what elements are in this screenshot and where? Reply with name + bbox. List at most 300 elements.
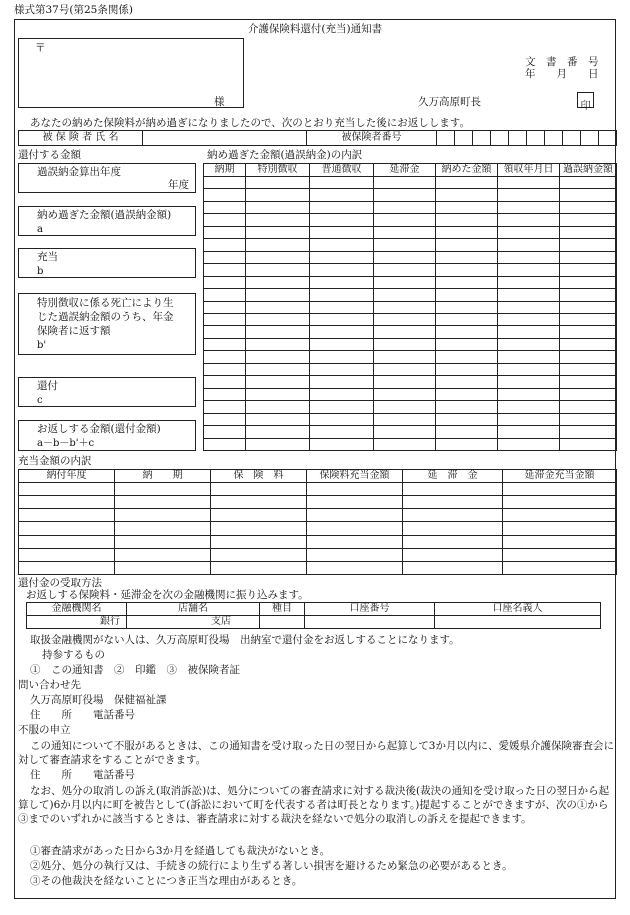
overpay-cell[interactable] bbox=[498, 426, 560, 438]
bank-header: 口座番号 bbox=[305, 603, 435, 616]
overpay-cell[interactable] bbox=[246, 276, 310, 288]
overpay-cell[interactable] bbox=[204, 338, 246, 350]
overpay-cell[interactable] bbox=[498, 338, 560, 350]
allocation-cell[interactable] bbox=[307, 509, 403, 522]
allocation-cell[interactable] bbox=[403, 522, 503, 535]
allocation-header: 延 滞 金 bbox=[403, 470, 503, 483]
overpay-cell[interactable] bbox=[246, 401, 310, 413]
no-bank-note: 取扱金融機関がない人は、久万高原町役場 出納室で還付金をお返しすることになります。 bbox=[30, 634, 460, 646]
overpay-cell[interactable] bbox=[204, 239, 246, 251]
allocation-cell[interactable] bbox=[403, 535, 503, 548]
overpay-cell[interactable] bbox=[310, 301, 374, 313]
overpay-cell[interactable] bbox=[204, 413, 246, 425]
overpay-row bbox=[204, 363, 617, 375]
overpay-cell[interactable] bbox=[436, 426, 498, 438]
insured-number-digit[interactable] bbox=[599, 131, 617, 146]
insured-number-digit[interactable] bbox=[509, 131, 527, 146]
overpay-cell[interactable] bbox=[246, 239, 310, 251]
refund-letter: c bbox=[37, 395, 43, 406]
allocation-cell[interactable] bbox=[19, 522, 115, 535]
overpay-row bbox=[204, 376, 617, 388]
overpay-cell[interactable] bbox=[498, 313, 560, 325]
allocation-row bbox=[19, 496, 617, 509]
overpay-cell[interactable] bbox=[204, 276, 246, 288]
bank-header-row bbox=[27, 603, 601, 616]
overpay-cell[interactable] bbox=[204, 289, 246, 301]
allocation-cell[interactable] bbox=[503, 561, 617, 574]
refund-box bbox=[18, 377, 196, 407]
overpay-cell[interactable] bbox=[374, 401, 436, 413]
allocation-cell[interactable] bbox=[19, 548, 115, 561]
overpay-cell[interactable] bbox=[204, 264, 246, 276]
allocation-cell[interactable] bbox=[115, 548, 211, 561]
inquiry-office: 久万高原町役場 保健福祉課 bbox=[30, 694, 167, 706]
overpay-cell[interactable] bbox=[310, 251, 374, 263]
overpay-cell[interactable] bbox=[246, 177, 310, 189]
overpay-cell[interactable] bbox=[374, 338, 436, 350]
overpay-cell[interactable] bbox=[560, 388, 617, 400]
overpay-table bbox=[203, 163, 617, 451]
overpay-cell[interactable] bbox=[560, 413, 617, 425]
allocation-box bbox=[18, 248, 196, 278]
overpay-row bbox=[204, 413, 617, 425]
overpay-cell[interactable] bbox=[204, 326, 246, 338]
overpay-cell[interactable] bbox=[310, 276, 374, 288]
overpay-cell[interactable] bbox=[498, 226, 560, 238]
overpay-cell[interactable] bbox=[204, 351, 246, 363]
overpay-cell[interactable] bbox=[246, 189, 310, 201]
overpay-cell[interactable] bbox=[374, 177, 436, 189]
overpay-cell[interactable] bbox=[436, 351, 498, 363]
overpaid-label: 納め過ぎた金額(過誤納金額) bbox=[37, 209, 172, 221]
overpay-cell[interactable] bbox=[310, 388, 374, 400]
inquiry-label: 問い合わせ先 bbox=[18, 679, 81, 691]
overpay-cell[interactable] bbox=[498, 177, 560, 189]
overpay-cell[interactable] bbox=[436, 226, 498, 238]
overpay-cell[interactable] bbox=[246, 289, 310, 301]
bank-header: 店舗名 bbox=[127, 603, 260, 616]
overpay-cell[interactable] bbox=[310, 264, 374, 276]
overpay-cell[interactable] bbox=[246, 264, 310, 276]
death-line-1: 特別徴収に係る死亡により生 bbox=[37, 297, 174, 309]
overpay-cell[interactable] bbox=[498, 363, 560, 375]
overpay-cell[interactable] bbox=[436, 438, 498, 450]
overpay-cell[interactable] bbox=[498, 388, 560, 400]
overpay-cell[interactable] bbox=[436, 376, 498, 388]
overpay-row bbox=[204, 276, 617, 288]
overpay-cell[interactable] bbox=[374, 226, 436, 238]
allocation-cell[interactable] bbox=[211, 496, 307, 509]
overpay-cell[interactable] bbox=[498, 264, 560, 276]
postal-mark: 〒 bbox=[35, 42, 46, 54]
appeal-text: この通知について不服があるときは、この通知書を受け取った日の翌日から起算して3か月以内に、愛媛県介護保険審査会に対して審査請求をすることができます。 bbox=[18, 740, 614, 766]
allocation-cell[interactable] bbox=[115, 535, 211, 548]
overpay-cell[interactable] bbox=[374, 413, 436, 425]
allocation-cell[interactable] bbox=[115, 483, 211, 496]
overpay-cell[interactable] bbox=[436, 338, 498, 350]
overpay-cell[interactable] bbox=[498, 326, 560, 338]
overpay-cell[interactable] bbox=[246, 226, 310, 238]
overpay-cell[interactable] bbox=[436, 251, 498, 263]
overpay-cell[interactable] bbox=[246, 338, 310, 350]
overpay-cell[interactable] bbox=[560, 189, 617, 201]
allocation-cell[interactable] bbox=[115, 496, 211, 509]
overpay-cell[interactable] bbox=[374, 376, 436, 388]
overpay-header: 普通徴収 bbox=[310, 164, 374, 177]
condition-item: ③その他裁決を経ないことにつき正当な理由があるとき。 bbox=[30, 875, 303, 887]
overpay-header: 延滞金 bbox=[374, 164, 436, 177]
overpay-cell[interactable] bbox=[436, 413, 498, 425]
overpay-cell[interactable] bbox=[374, 276, 436, 288]
receipt-intro: お返しする保険料・延滞金を次の金融機関に振り込みます。 bbox=[26, 589, 309, 601]
allocation-cell[interactable] bbox=[403, 561, 503, 574]
bank-header: 金融機関名 bbox=[27, 603, 127, 616]
overpay-cell[interactable] bbox=[560, 338, 617, 350]
overpay-cell[interactable] bbox=[498, 251, 560, 263]
overpay-cell[interactable] bbox=[498, 301, 560, 313]
overpay-cell[interactable] bbox=[246, 438, 310, 450]
overpay-cell[interactable] bbox=[560, 351, 617, 363]
overpay-row bbox=[204, 438, 617, 450]
allocation-cell[interactable] bbox=[19, 496, 115, 509]
form-id: 様式第37号(第25条関係) bbox=[14, 4, 133, 16]
overpay-cell[interactable] bbox=[246, 313, 310, 325]
overpay-cell[interactable] bbox=[204, 189, 246, 201]
branch-cell[interactable]: 支店 bbox=[127, 616, 260, 629]
overpay-cell[interactable] bbox=[560, 276, 617, 288]
allocation-cell[interactable] bbox=[503, 535, 617, 548]
overpay-cell[interactable] bbox=[560, 177, 617, 189]
overpay-cell[interactable] bbox=[560, 376, 617, 388]
overpay-cell[interactable] bbox=[374, 214, 436, 226]
overpay-cell[interactable] bbox=[436, 276, 498, 288]
overpay-cell[interactable] bbox=[310, 438, 374, 450]
overpay-cell[interactable] bbox=[436, 326, 498, 338]
overpay-cell[interactable] bbox=[374, 438, 436, 450]
overpay-cell[interactable] bbox=[204, 177, 246, 189]
bank-header: 口座名義人 bbox=[435, 603, 601, 616]
allocation-header: 保 険 料 bbox=[211, 470, 307, 483]
overpay-cell[interactable] bbox=[436, 201, 498, 213]
overpay-cell[interactable] bbox=[498, 189, 560, 201]
overpay-cell[interactable] bbox=[498, 214, 560, 226]
overpay-cell[interactable] bbox=[204, 251, 246, 263]
overpay-cell[interactable] bbox=[374, 251, 436, 263]
inquiry-address: 住 所 電話番号 bbox=[30, 709, 135, 721]
overpay-row bbox=[204, 313, 617, 325]
overpay-cell[interactable] bbox=[310, 351, 374, 363]
allocation-cell[interactable] bbox=[403, 548, 503, 561]
insured-number-label: 被保険者番号 bbox=[307, 131, 437, 146]
allocation-row bbox=[19, 509, 617, 522]
overpay-cell[interactable] bbox=[560, 313, 617, 325]
overpay-cell[interactable] bbox=[204, 401, 246, 413]
insured-number-digit[interactable] bbox=[563, 131, 581, 146]
allocation-header: 納付年度 bbox=[19, 470, 115, 483]
bring-label: 持参するもの bbox=[42, 649, 105, 661]
overpay-cell[interactable] bbox=[310, 426, 374, 438]
allocation-header: 保険料充当金額 bbox=[307, 470, 403, 483]
bring-items: ① この通知書 ② 印鑑 ③ 被保険者証 bbox=[30, 664, 240, 676]
allocation-cell[interactable] bbox=[115, 561, 211, 574]
allocation-cell[interactable] bbox=[211, 509, 307, 522]
overpay-row bbox=[204, 426, 617, 438]
overpay-cell[interactable] bbox=[310, 201, 374, 213]
overpay-cell[interactable] bbox=[204, 426, 246, 438]
overpay-cell[interactable] bbox=[374, 239, 436, 251]
bank-table bbox=[26, 602, 601, 629]
overpay-cell[interactable] bbox=[560, 363, 617, 375]
overpay-cell[interactable] bbox=[246, 251, 310, 263]
overpay-section-label: 納め過ぎた金額(過誤納金)の内訳 bbox=[207, 149, 363, 161]
death-line-2: じた過誤納金額のうち、年金 bbox=[37, 311, 174, 323]
overpay-cell[interactable] bbox=[436, 313, 498, 325]
allocation-cell[interactable] bbox=[503, 522, 617, 535]
allocation-cell[interactable] bbox=[19, 561, 115, 574]
overpay-cell[interactable] bbox=[560, 226, 617, 238]
return-box bbox=[18, 420, 196, 451]
overpay-header: 領収年月日 bbox=[498, 164, 560, 177]
insured-number-digit[interactable] bbox=[473, 131, 491, 146]
overpay-cell[interactable] bbox=[310, 338, 374, 350]
overpay-cell[interactable] bbox=[498, 239, 560, 251]
overpay-cell[interactable] bbox=[204, 214, 246, 226]
seal-box bbox=[577, 92, 594, 112]
allocation-header-row bbox=[19, 470, 617, 483]
allocation-cell[interactable] bbox=[503, 509, 617, 522]
overpay-cell[interactable] bbox=[374, 363, 436, 375]
allocation-cell[interactable] bbox=[307, 522, 403, 535]
allocation-cell[interactable] bbox=[503, 496, 617, 509]
insured-name-label: 被 保 険 者 氏 名 bbox=[19, 131, 143, 146]
allocation-cell[interactable] bbox=[211, 535, 307, 548]
overpay-cell[interactable] bbox=[374, 189, 436, 201]
overpay-cell[interactable] bbox=[310, 363, 374, 375]
overpay-cell[interactable] bbox=[204, 226, 246, 238]
death-line-3: 保険者に返す額 bbox=[37, 325, 111, 337]
overpay-cell[interactable] bbox=[374, 289, 436, 301]
insured-name-cell[interactable] bbox=[143, 131, 307, 146]
allocation-cell[interactable] bbox=[211, 522, 307, 535]
overpay-cell[interactable] bbox=[246, 326, 310, 338]
overpaid-box bbox=[18, 206, 196, 236]
date-label: 年 月 日 bbox=[525, 68, 599, 80]
account-holder-cell[interactable] bbox=[435, 616, 601, 629]
overpay-cell[interactable] bbox=[436, 177, 498, 189]
overpay-cell[interactable] bbox=[374, 326, 436, 338]
overpay-row bbox=[204, 401, 617, 413]
overpay-cell[interactable] bbox=[498, 201, 560, 213]
allocation-cell[interactable] bbox=[403, 509, 503, 522]
overpay-cell[interactable] bbox=[246, 351, 310, 363]
overpay-header: 納期 bbox=[204, 164, 246, 177]
overpay-cell[interactable] bbox=[560, 401, 617, 413]
overpay-cell[interactable] bbox=[310, 189, 374, 201]
overpay-cell[interactable] bbox=[310, 226, 374, 238]
overpay-cell[interactable] bbox=[436, 401, 498, 413]
overpay-cell[interactable] bbox=[246, 388, 310, 400]
bank-header: 種目 bbox=[260, 603, 305, 616]
allocation-cell[interactable] bbox=[503, 548, 617, 561]
overpay-cell[interactable] bbox=[246, 376, 310, 388]
allocation-cell[interactable] bbox=[115, 522, 211, 535]
insured-number-digit[interactable] bbox=[545, 131, 563, 146]
overpay-cell[interactable] bbox=[204, 376, 246, 388]
return-label: お返しする金額(還付金額) bbox=[37, 423, 161, 435]
receipt-section-label: 還付金の受取方法 bbox=[18, 577, 102, 589]
overpay-row bbox=[204, 189, 617, 201]
overpay-cell[interactable] bbox=[310, 413, 374, 425]
overpay-cell[interactable] bbox=[246, 426, 310, 438]
overpay-cell[interactable] bbox=[498, 401, 560, 413]
overpay-cell[interactable] bbox=[310, 239, 374, 251]
overpay-cell[interactable] bbox=[246, 363, 310, 375]
overpay-cell[interactable] bbox=[310, 313, 374, 325]
overpay-cell[interactable] bbox=[310, 326, 374, 338]
allocation-row bbox=[19, 548, 617, 561]
overpay-cell[interactable] bbox=[436, 388, 498, 400]
overpay-row bbox=[204, 301, 617, 313]
allocation-row bbox=[19, 522, 617, 535]
type-cell[interactable] bbox=[260, 616, 305, 629]
overpay-cell[interactable] bbox=[436, 289, 498, 301]
overpay-cell[interactable] bbox=[436, 264, 498, 276]
overpay-cell[interactable] bbox=[374, 301, 436, 313]
overpay-row bbox=[204, 351, 617, 363]
overpay-cell[interactable] bbox=[436, 363, 498, 375]
overpay-cell[interactable] bbox=[310, 289, 374, 301]
allocation-letter: b bbox=[37, 266, 44, 277]
allocation-cell[interactable] bbox=[211, 548, 307, 561]
overpay-cell[interactable] bbox=[374, 388, 436, 400]
overpay-header: 特別徴収 bbox=[246, 164, 310, 177]
overpay-cell[interactable] bbox=[204, 363, 246, 375]
overpay-cell[interactable] bbox=[560, 264, 617, 276]
allocation-header: 納 期 bbox=[115, 470, 211, 483]
overpay-row bbox=[204, 289, 617, 301]
overpay-cell[interactable] bbox=[498, 276, 560, 288]
allocation-cell[interactable] bbox=[403, 483, 503, 496]
overpay-cell[interactable] bbox=[374, 313, 436, 325]
overpay-cell[interactable] bbox=[204, 438, 246, 450]
overpay-cell[interactable] bbox=[560, 239, 617, 251]
overpay-cell[interactable] bbox=[310, 401, 374, 413]
overpay-cell[interactable] bbox=[374, 264, 436, 276]
allocation-cell[interactable] bbox=[19, 509, 115, 522]
overpay-cell[interactable] bbox=[374, 351, 436, 363]
allocation-row bbox=[19, 535, 617, 548]
bank-name-cell[interactable]: 銀行 bbox=[27, 616, 127, 629]
allocation-cell[interactable] bbox=[307, 535, 403, 548]
allocation-cell[interactable] bbox=[115, 509, 211, 522]
overpay-cell[interactable] bbox=[498, 376, 560, 388]
overpay-cell[interactable] bbox=[560, 326, 617, 338]
overpay-row bbox=[204, 214, 617, 226]
allocation-cell[interactable] bbox=[307, 561, 403, 574]
overpay-cell[interactable] bbox=[204, 201, 246, 213]
allocation-row bbox=[19, 561, 617, 574]
year-box bbox=[18, 163, 196, 193]
overpay-cell[interactable] bbox=[560, 438, 617, 450]
overpay-cell[interactable] bbox=[560, 289, 617, 301]
overpay-cell[interactable] bbox=[436, 214, 498, 226]
overpay-row bbox=[204, 338, 617, 350]
overpay-cell[interactable] bbox=[560, 251, 617, 263]
overpay-cell[interactable] bbox=[246, 413, 310, 425]
allocation-cell[interactable] bbox=[211, 561, 307, 574]
insured-number-digit[interactable] bbox=[527, 131, 545, 146]
account-number-cell[interactable] bbox=[305, 616, 435, 629]
condition-item: ①審査請求があった日から3か月を経過しても裁決がないとき。 bbox=[30, 845, 331, 857]
year-unit: 年度 bbox=[168, 179, 189, 191]
overpay-cell[interactable] bbox=[246, 301, 310, 313]
overpay-cell[interactable] bbox=[560, 214, 617, 226]
overpay-cell[interactable] bbox=[436, 239, 498, 251]
death-letter: b' bbox=[37, 340, 47, 351]
overpay-cell[interactable] bbox=[246, 214, 310, 226]
overpay-cell[interactable] bbox=[498, 438, 560, 450]
overpay-cell[interactable] bbox=[310, 376, 374, 388]
overpay-cell[interactable] bbox=[498, 289, 560, 301]
insured-number-digit[interactable] bbox=[491, 131, 509, 146]
allocation-cell[interactable] bbox=[503, 483, 617, 496]
overpay-cell[interactable] bbox=[374, 201, 436, 213]
allocation-table bbox=[18, 469, 617, 575]
allocation-cell[interactable] bbox=[307, 483, 403, 496]
death-refund-box bbox=[18, 293, 196, 355]
overpay-row bbox=[204, 388, 617, 400]
overpay-cell[interactable] bbox=[204, 388, 246, 400]
intro-text: あなたの納めた保険料が納め過ぎになりましたので、次のとおり充当した後にお返しします。 bbox=[30, 117, 470, 129]
insured-number-digit[interactable] bbox=[437, 131, 455, 146]
overpay-cell[interactable] bbox=[560, 426, 617, 438]
overpay-cell[interactable] bbox=[204, 301, 246, 313]
addressee-suffix: 様 bbox=[214, 96, 225, 108]
allocation-cell[interactable] bbox=[403, 496, 503, 509]
allocation-cell[interactable] bbox=[307, 496, 403, 509]
overpay-header: 納めた金額 bbox=[436, 164, 498, 177]
overpay-cell[interactable] bbox=[436, 189, 498, 201]
overpay-row bbox=[204, 326, 617, 338]
overpay-cell[interactable] bbox=[310, 177, 374, 189]
overpay-row bbox=[204, 226, 617, 238]
allocation-cell[interactable] bbox=[307, 548, 403, 561]
allocation-label: 充当 bbox=[37, 251, 58, 263]
overpay-cell[interactable] bbox=[498, 351, 560, 363]
overpay-cell[interactable] bbox=[498, 413, 560, 425]
overpay-cell[interactable] bbox=[560, 201, 617, 213]
overpay-cell[interactable] bbox=[246, 201, 310, 213]
overpay-cell[interactable] bbox=[436, 301, 498, 313]
overpay-cell[interactable] bbox=[374, 426, 436, 438]
overpay-row bbox=[204, 264, 617, 276]
allocation-cell[interactable] bbox=[19, 483, 115, 496]
condition-item: ②処分、処分の執行又は、手続きの続行により生ずる著しい損害を避けるため緊急の必要があるとき。 bbox=[30, 860, 513, 872]
overpay-row bbox=[204, 201, 617, 213]
allocation-section-label: 充当金額の内訳 bbox=[18, 455, 92, 467]
year-label: 過誤納金算出年度 bbox=[37, 166, 121, 178]
overpay-cell[interactable] bbox=[560, 301, 617, 313]
insured-number-digit[interactable] bbox=[581, 131, 599, 146]
allocation-cell[interactable] bbox=[211, 483, 307, 496]
overpay-header-row bbox=[204, 164, 617, 177]
appeal-label: 不服の申立 bbox=[18, 724, 71, 736]
lawsuit-text: なお、処分の取消しの訴え(取消訴訟)は、処分についての審査請求に対する裁決後(裁決の通知を受け取った日の翌日から起算して)6か月以内に町を被告として(訴訟において町を代表する者は町長となります。)提起することができますが、次の①から③までのいずれかに該当するときは、審査請求に対する裁決を経ないで処分の取消しの訴えを提起できます。 bbox=[18, 785, 610, 825]
overpay-cell[interactable] bbox=[204, 313, 246, 325]
overpay-cell[interactable] bbox=[310, 214, 374, 226]
insured-number-digit[interactable] bbox=[455, 131, 473, 146]
allocation-cell[interactable] bbox=[19, 535, 115, 548]
